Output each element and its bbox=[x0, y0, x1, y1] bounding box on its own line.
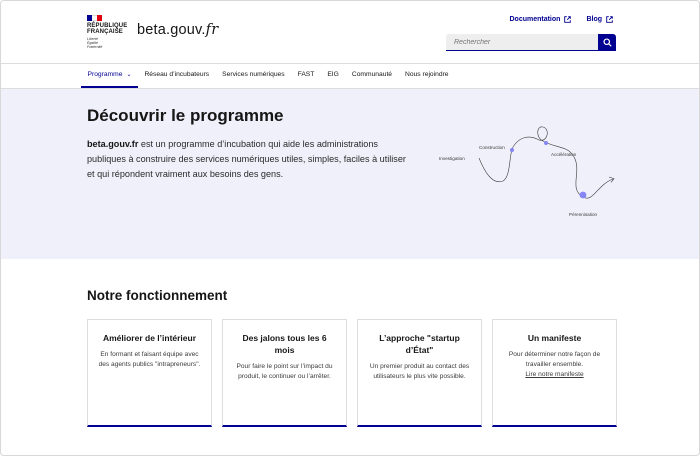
journey-dot-construction bbox=[510, 148, 514, 152]
nav-label: Services numériques bbox=[222, 71, 285, 78]
card-title: Un manifeste bbox=[527, 333, 582, 343]
documentation-label: Documentation bbox=[509, 16, 561, 23]
search-icon bbox=[603, 38, 612, 47]
hero-lead bbox=[87, 137, 407, 182]
nav-item-programme[interactable] bbox=[81, 64, 138, 88]
card-startup-etat[interactable] bbox=[357, 319, 482, 427]
republique-francaise-logo[interactable] bbox=[87, 15, 127, 49]
journey-label-perennisation: Pérennisation bbox=[569, 212, 598, 217]
hero-section bbox=[1, 89, 700, 259]
nav-item-nous-rejoindre[interactable] bbox=[399, 64, 456, 88]
card-manifeste[interactable] bbox=[492, 319, 617, 427]
card-jalons[interactable] bbox=[222, 319, 347, 427]
card-title: L’approche "startup d’État" bbox=[379, 333, 460, 355]
card-ameliorer[interactable] bbox=[87, 319, 212, 427]
site-brand[interactable] bbox=[137, 22, 218, 38]
journey-label-acceleration: Accélération bbox=[551, 152, 577, 157]
french-flag-icon bbox=[87, 15, 102, 21]
devise bbox=[87, 38, 127, 49]
nav-item-reseau-incubateurs[interactable] bbox=[138, 64, 216, 88]
search-button[interactable] bbox=[598, 34, 616, 51]
journey-dot-acceleration bbox=[544, 141, 548, 145]
site-header bbox=[1, 1, 700, 63]
card-desc: En formant et faisant équipe avec des agents publics "intrapreneurs". bbox=[98, 351, 201, 368]
republic-line-2: FRANÇAISE bbox=[87, 29, 123, 35]
nav-label: FAST bbox=[297, 71, 315, 78]
hero-lead-bold: beta.gouv.fr bbox=[87, 139, 139, 149]
nav-label: Réseau d’incubateurs bbox=[144, 71, 210, 78]
hero-lead-text: est un programme d’incubation qui aide les administrations publiques à construire des services numériques utiles, simples, faciles à utiliser et qui répondent vraiment aux besoins des gens. bbox=[87, 139, 406, 179]
nav-label: Communauté bbox=[351, 71, 393, 78]
card-title: Améliorer de l’intérieur bbox=[102, 333, 197, 343]
nav-label: EIG bbox=[327, 71, 339, 78]
search-bar bbox=[446, 34, 616, 51]
devise-egalite: Égalité bbox=[87, 40, 98, 45]
search-input[interactable] bbox=[446, 34, 598, 51]
card-title: Des jalons tous les 6 mois bbox=[242, 333, 327, 355]
journey-illustration bbox=[433, 123, 633, 223]
journey-label-construction: Construction bbox=[479, 145, 505, 150]
brand-suffix: fr bbox=[205, 22, 219, 38]
documentation-link[interactable] bbox=[509, 16, 571, 23]
main-nav bbox=[1, 64, 700, 88]
card-desc: Pour déterminer notre façon de travailler ensemble. bbox=[508, 351, 601, 368]
chevron-down-icon: ⌄ bbox=[126, 72, 132, 78]
journey-path bbox=[479, 127, 613, 198]
journey-dot-perennisation bbox=[580, 192, 587, 199]
devise-liberte: Liberté bbox=[87, 37, 98, 41]
page-title: Découvrir le programme bbox=[87, 106, 284, 125]
nav-item-services-numeriques[interactable] bbox=[216, 64, 291, 88]
nav-item-eig[interactable] bbox=[321, 64, 346, 88]
header-links bbox=[509, 16, 613, 23]
brand-main: beta.gouv. bbox=[137, 22, 206, 38]
section-title: Notre fonctionnement bbox=[87, 288, 228, 303]
republic-line-1: RÉPUBLIQUE bbox=[87, 23, 128, 29]
journey-label-investigation: Investigation bbox=[439, 156, 465, 161]
card-desc: Pour faire le point sur l’impact du produit, le continuer ou l’arrêter. bbox=[236, 363, 333, 380]
devise-fraternite: Fraternité bbox=[87, 44, 103, 49]
cards-grid bbox=[87, 319, 617, 427]
nav-label: Nous rejoindre bbox=[405, 71, 449, 78]
nav-item-communaute[interactable] bbox=[345, 64, 398, 88]
manifeste-link[interactable]: Lire notre manifeste bbox=[525, 371, 584, 378]
card-desc: Un premier produit au contact des utilisateurs le plus vite possible. bbox=[369, 363, 470, 380]
blog-label: Blog bbox=[586, 16, 602, 23]
nav-item-fast[interactable] bbox=[291, 64, 321, 88]
external-link-icon bbox=[606, 16, 613, 23]
nav-label: Programme bbox=[87, 71, 123, 78]
blog-link[interactable] bbox=[586, 16, 613, 23]
external-link-icon bbox=[564, 16, 571, 23]
